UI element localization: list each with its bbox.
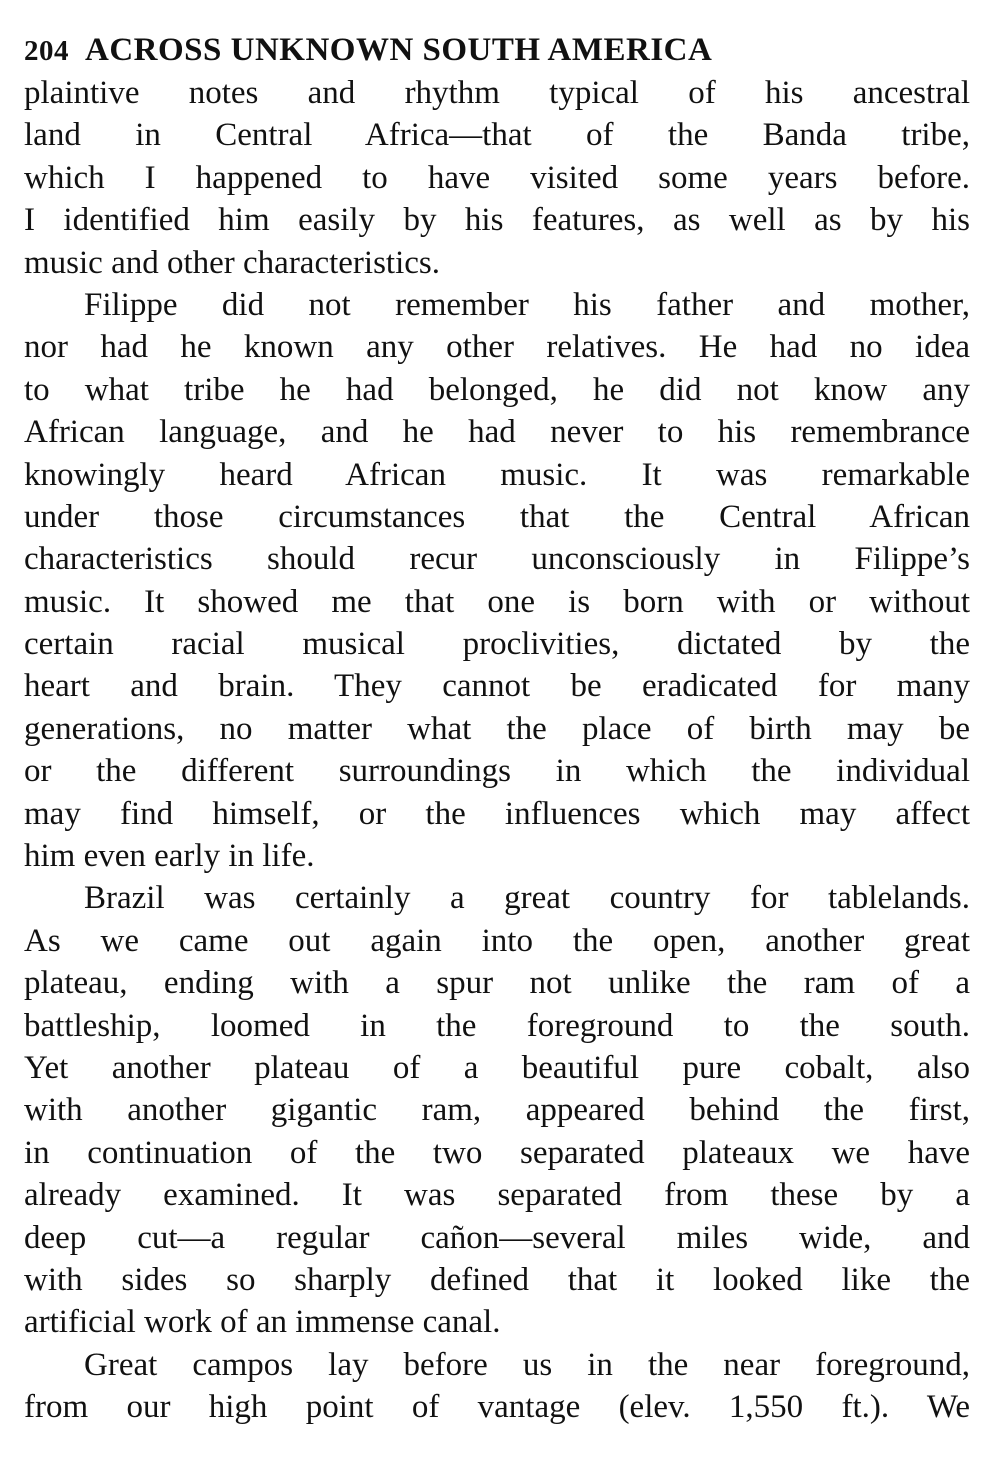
text-line: knowingly heard African music. It was remarkable xyxy=(24,456,970,493)
running-head xyxy=(24,30,970,72)
text-line: generations, no matter what the place of birth may be xyxy=(24,710,970,747)
text-line: music and other characteristics. xyxy=(24,244,440,281)
text-line: Filippe did not remember his father and mother, xyxy=(84,286,970,323)
body-text xyxy=(24,72,970,1429)
text-line: Brazil was certainly a great country for tablelands. xyxy=(84,880,970,917)
text-line: land in Central Africa—that of the Banda tribe, xyxy=(24,117,970,154)
text-line: which I happened to have visited some years before. xyxy=(24,159,970,196)
text-line: already examined. It was separated from these by a xyxy=(24,1177,970,1214)
text-line: music. It showed me that one is born with or without xyxy=(24,583,970,620)
text-line: certain racial musical proclivities, dictated by the xyxy=(24,626,970,663)
running-title: ACROSS UNKNOWN SOUTH AMERICA xyxy=(85,32,713,68)
text-line: I identified him easily by his features, as well as by his xyxy=(24,202,970,239)
text-line: from our high point of vantage (elev. 1,550 ft.). We xyxy=(24,1389,970,1426)
text-line: to what tribe he had belonged, he did not know any xyxy=(24,371,970,408)
text-line: nor had he known any other relatives. He had no idea xyxy=(24,329,970,366)
text-line: characteristics should recur unconsciously in Filippe’s xyxy=(24,541,970,578)
text-line: battleship, loomed in the foreground to the south. xyxy=(24,1007,970,1044)
text-line: African language, and he had never to his remembrance xyxy=(24,414,970,451)
page-number: 204 xyxy=(24,35,69,67)
text-line: heart and brain. They cannot be eradicated for many xyxy=(24,668,970,705)
paragraph xyxy=(24,1344,970,1429)
paragraph xyxy=(24,72,970,284)
text-line: deep cut—a regular cañon—several miles wide, and xyxy=(24,1219,970,1256)
text-line: with another gigantic ram, appeared behind the first, xyxy=(24,1092,970,1129)
text-line: him even early in life. xyxy=(24,838,315,875)
text-line: or the different surroundings in which the individual xyxy=(24,753,970,790)
text-line: under those circumstances that the Central African xyxy=(24,498,970,535)
text-line: with sides so sharply defined that it looked like the xyxy=(24,1261,970,1298)
text-line: plaintive notes and rhythm typical of his ancestral xyxy=(24,75,970,111)
text-line: Yet another plateau of a beautiful pure cobalt, also xyxy=(24,1049,970,1086)
text-line: artificial work of an immense canal. xyxy=(24,1304,501,1341)
paragraph xyxy=(24,284,970,877)
book-page xyxy=(24,30,970,1429)
text-line: Great campos lay before us in the near foreground, xyxy=(84,1346,970,1383)
paragraph xyxy=(24,877,970,1343)
text-line: plateau, ending with a spur not unlike the ram of a xyxy=(24,965,970,1002)
text-line: in continuation of the two separated plateaux we have xyxy=(24,1134,970,1171)
text-line: may find himself, or the influences which may affect xyxy=(24,795,970,832)
text-line: As we came out again into the open, another great xyxy=(24,922,970,959)
